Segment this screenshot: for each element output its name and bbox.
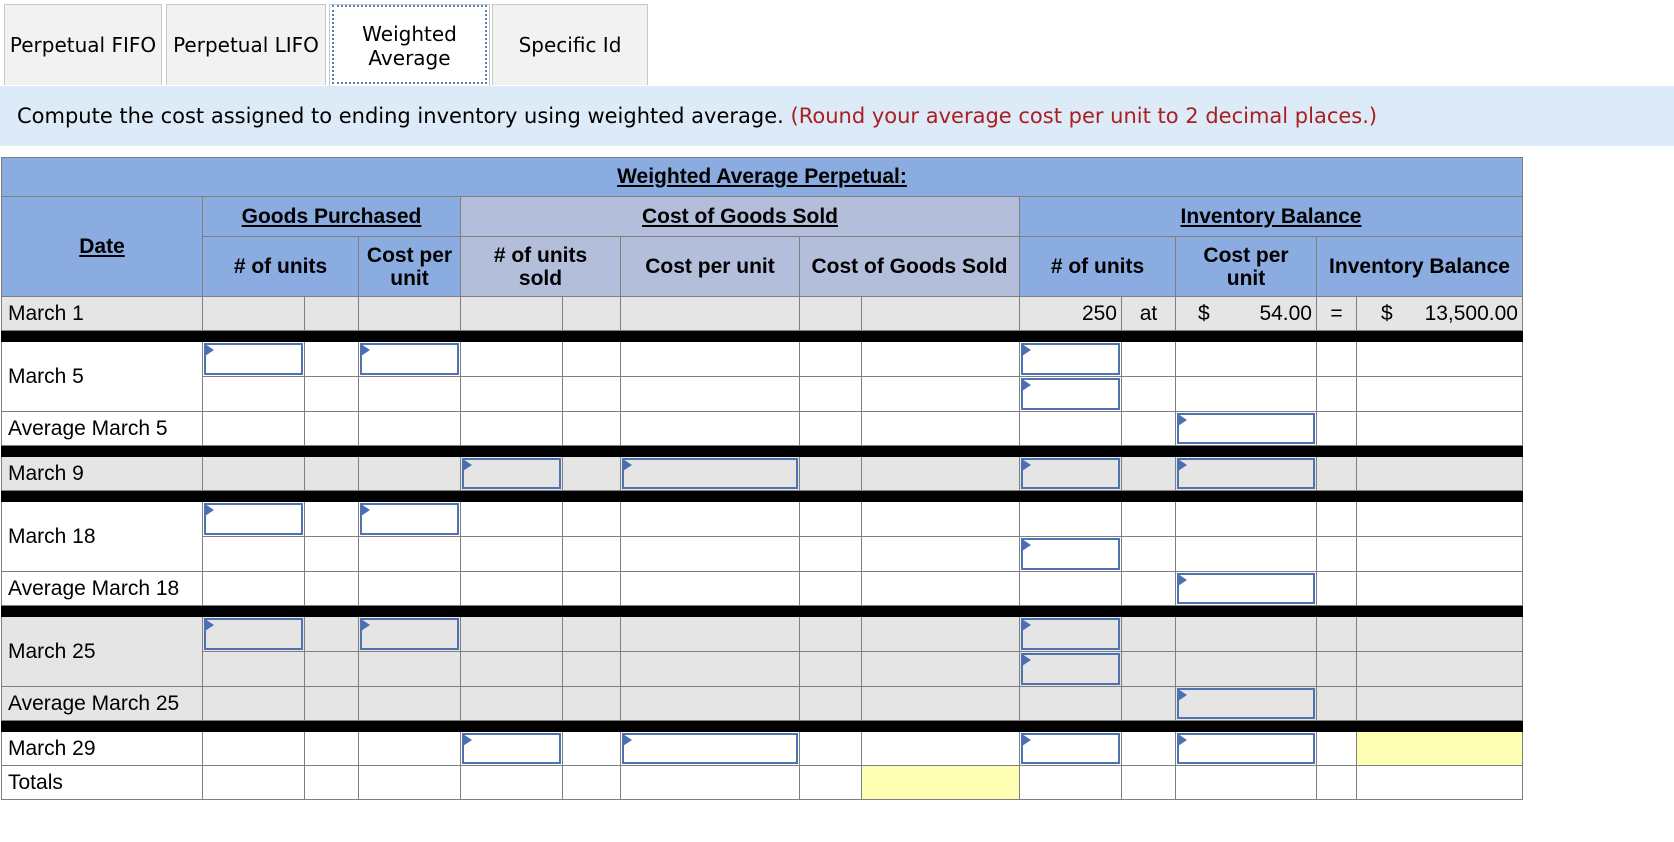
- cell: [1317, 617, 1357, 652]
- cell: [1122, 537, 1176, 572]
- cost-value: 54.00: [1259, 301, 1312, 325]
- cell: [862, 732, 1020, 766]
- cell: [800, 617, 862, 652]
- instruction-note: (Round your average cost per unit to 2 decimal places.): [790, 104, 1378, 128]
- cost-of-goods-sold-text: Cost of Goods Sold: [642, 204, 838, 228]
- average-cost-input[interactable]: [1177, 413, 1315, 444]
- cell: [621, 572, 800, 606]
- cell: [1176, 617, 1317, 652]
- cell: [621, 412, 800, 446]
- cell: [461, 412, 563, 446]
- cell: [461, 572, 563, 606]
- cell: [305, 732, 359, 766]
- cell: [1020, 766, 1122, 800]
- cell: [1122, 617, 1176, 652]
- cell: [1176, 687, 1317, 721]
- cell: [461, 652, 563, 687]
- sold-cost-input[interactable]: [622, 458, 798, 489]
- table-row: [2, 766, 1523, 800]
- goods-purchased-header: [203, 197, 461, 237]
- cell: [1020, 732, 1122, 766]
- cell: [1020, 687, 1122, 721]
- cell: [305, 502, 359, 537]
- cell: [862, 537, 1020, 572]
- cell: [1020, 572, 1122, 606]
- cell: [359, 687, 461, 721]
- row-date: March 1: [2, 297, 203, 331]
- cell: [621, 537, 800, 572]
- cell: [621, 617, 800, 652]
- cell: [1020, 412, 1122, 446]
- cell: [563, 537, 621, 572]
- table-row: [2, 457, 1523, 491]
- cell: [203, 377, 305, 412]
- cell: [621, 502, 800, 537]
- cell: [621, 342, 800, 377]
- cell: [461, 457, 563, 491]
- col-sold-cost: Cost per unit: [621, 237, 800, 297]
- cell: [1122, 766, 1176, 800]
- col-sold-units: # of units sold: [461, 237, 621, 297]
- cell: [1317, 652, 1357, 687]
- cell: [1176, 412, 1317, 446]
- cell: [1357, 377, 1523, 412]
- cell: [563, 457, 621, 491]
- cell: [1317, 502, 1357, 537]
- cell: [461, 617, 563, 652]
- cell: [1317, 687, 1357, 721]
- cell: [800, 342, 862, 377]
- tab-bar: [0, 0, 1674, 87]
- cell: [800, 537, 862, 572]
- cell: [305, 342, 359, 377]
- cell: [862, 652, 1020, 687]
- cell: [1176, 652, 1317, 687]
- cell: [621, 652, 800, 687]
- cell: [862, 342, 1020, 377]
- table-row: [2, 342, 1523, 377]
- sold-cost-input[interactable]: [622, 733, 798, 764]
- cell: [1176, 766, 1317, 800]
- col-balance-cost: Cost per unit: [1176, 237, 1317, 297]
- cell: [1317, 342, 1357, 377]
- separator-cell: [2, 446, 1523, 457]
- cell: [359, 457, 461, 491]
- cell: [1122, 652, 1176, 687]
- cell: [461, 537, 563, 572]
- cell: [800, 457, 862, 491]
- separator-cell: [2, 491, 1523, 502]
- cell: [305, 412, 359, 446]
- cell: [1317, 537, 1357, 572]
- separator-cell: [2, 721, 1523, 732]
- cell: [800, 297, 862, 331]
- cell: [563, 732, 621, 766]
- table-row: [2, 687, 1523, 721]
- balance-cost-value: [1176, 297, 1317, 331]
- cell: [1020, 342, 1122, 377]
- cell: [563, 377, 621, 412]
- cell: [359, 342, 461, 377]
- cell: [203, 617, 305, 652]
- cell: [461, 766, 563, 800]
- cell: [305, 652, 359, 687]
- balance-units-input[interactable]: [1021, 343, 1120, 375]
- cell: [1176, 457, 1317, 491]
- cell: [203, 687, 305, 721]
- cell: [1317, 412, 1357, 446]
- tab-label: Weighted Average: [362, 21, 457, 70]
- cell: [203, 342, 305, 377]
- cell: [1020, 457, 1122, 491]
- cell: [359, 377, 461, 412]
- cell: [1176, 537, 1317, 572]
- cell: [1357, 652, 1523, 687]
- table-row: [2, 412, 1523, 446]
- cell: [305, 297, 359, 331]
- cell: [203, 297, 305, 331]
- cell: [563, 342, 621, 377]
- cell: [862, 572, 1020, 606]
- cell: [1122, 342, 1176, 377]
- row-separator: [2, 491, 1523, 502]
- cell: [1020, 377, 1122, 412]
- cell: [461, 732, 563, 766]
- purchased-cost-input[interactable]: [360, 503, 459, 535]
- cell: [1176, 377, 1317, 412]
- tab-label: Specific Id: [518, 33, 622, 57]
- balance-units-input[interactable]: [1021, 653, 1120, 685]
- cell: [1020, 502, 1122, 537]
- cell: [359, 412, 461, 446]
- cell: [563, 652, 621, 687]
- row-date: Average March 18: [2, 572, 203, 606]
- cell: [203, 457, 305, 491]
- balance-units-value: 250: [1020, 297, 1122, 331]
- cell: [305, 617, 359, 652]
- tab-specific-id[interactable]: [492, 4, 648, 85]
- tab-label: Perpetual LIFO: [173, 33, 319, 57]
- cell: [461, 502, 563, 537]
- balance-total-value: [1357, 297, 1523, 331]
- tab-perpetual-fifo[interactable]: [4, 4, 162, 85]
- cell: [203, 652, 305, 687]
- at-label: at: [1122, 297, 1176, 331]
- row-date: March 18: [2, 502, 203, 572]
- row-date: March 29: [2, 732, 203, 766]
- cell: [563, 572, 621, 606]
- cell: [1176, 572, 1317, 606]
- cell: [1176, 342, 1317, 377]
- row-date: March 5: [2, 342, 203, 412]
- balance-units-input[interactable]: [1021, 378, 1120, 410]
- row-separator: [2, 606, 1523, 617]
- tab-weighted-average[interactable]: [329, 4, 490, 86]
- inventory-balance-text: Inventory Balance: [1180, 204, 1362, 228]
- separator-cell: [2, 606, 1523, 617]
- table-row: [2, 297, 1523, 331]
- row-date: March 25: [2, 617, 203, 687]
- cell: [1176, 732, 1317, 766]
- cell: [305, 572, 359, 606]
- cell: [862, 457, 1020, 491]
- cell: [305, 377, 359, 412]
- purchased-cost-input[interactable]: [360, 343, 459, 375]
- cell: [862, 687, 1020, 721]
- row-date: Average March 5: [2, 412, 203, 446]
- cell: [359, 537, 461, 572]
- cell: [862, 617, 1020, 652]
- cell: [1357, 687, 1523, 721]
- cell: [621, 766, 800, 800]
- cogs-total: [862, 766, 1020, 800]
- cell: [1122, 457, 1176, 491]
- inventory-balance-header: [1020, 197, 1523, 237]
- cell: [305, 457, 359, 491]
- table-title-text: Weighted Average Perpetual:: [617, 165, 907, 188]
- balance-units-input[interactable]: [1021, 538, 1120, 570]
- table-row: [2, 572, 1523, 606]
- cell: [1122, 572, 1176, 606]
- cell: [563, 687, 621, 721]
- col-purchased-cost: Cost per unit: [359, 237, 461, 297]
- cell: [203, 732, 305, 766]
- cell: [862, 502, 1020, 537]
- cell: [1176, 502, 1317, 537]
- cell: [1357, 617, 1523, 652]
- cell: [461, 377, 563, 412]
- cell: [359, 617, 461, 652]
- average-cost-input[interactable]: [1177, 573, 1315, 604]
- cost-of-goods-sold-header: [461, 197, 1020, 237]
- cell: [359, 652, 461, 687]
- cell: [359, 502, 461, 537]
- balance-cost-input[interactable]: [1177, 733, 1315, 764]
- row-date: March 9: [2, 457, 203, 491]
- col-balance-total: Inventory Balance: [1317, 237, 1523, 297]
- cell: [563, 412, 621, 446]
- cell: [800, 652, 862, 687]
- cell: [1317, 766, 1357, 800]
- cell: [621, 732, 800, 766]
- cell: [1357, 412, 1523, 446]
- cell: [1122, 377, 1176, 412]
- table-row: [2, 537, 1523, 572]
- instruction-bar: [0, 86, 1674, 146]
- cell: [461, 342, 563, 377]
- cell: [1020, 617, 1122, 652]
- cell: [621, 457, 800, 491]
- table-row: [2, 652, 1523, 687]
- cell: [305, 537, 359, 572]
- col-balance-units: # of units: [1020, 237, 1176, 297]
- cell: [862, 412, 1020, 446]
- cell: [1122, 732, 1176, 766]
- row-date: Average March 25: [2, 687, 203, 721]
- cell: [203, 412, 305, 446]
- cell: [305, 766, 359, 800]
- cell: [563, 617, 621, 652]
- purchased-cost-input[interactable]: [360, 618, 459, 650]
- date-header: [2, 197, 203, 297]
- cell: [1020, 652, 1122, 687]
- equals-sign: =: [1317, 297, 1357, 331]
- dollar-sign: $: [1381, 301, 1393, 325]
- cell: [359, 572, 461, 606]
- cell: [1122, 412, 1176, 446]
- table-title: [2, 158, 1523, 197]
- date-header-text: Date: [79, 234, 125, 258]
- cell: [621, 297, 800, 331]
- balance-units-input[interactable]: [1021, 733, 1120, 764]
- cell: [1357, 502, 1523, 537]
- purchased-units-input[interactable]: [204, 618, 303, 650]
- balance-value: 13,500.00: [1424, 301, 1518, 325]
- cell: [862, 297, 1020, 331]
- table-row: [2, 502, 1523, 537]
- cell: [621, 687, 800, 721]
- cell: [1122, 687, 1176, 721]
- row-date: Totals: [2, 766, 203, 800]
- cell: [1020, 537, 1122, 572]
- cell: [563, 502, 621, 537]
- sold-units-input[interactable]: [462, 733, 561, 764]
- instruction-text: Compute the cost assigned to ending inventory using weighted average.: [17, 104, 784, 128]
- purchased-units-input[interactable]: [204, 503, 303, 535]
- goods-purchased-text: Goods Purchased: [241, 204, 422, 228]
- cell: [1357, 537, 1523, 572]
- table-row: [2, 732, 1523, 766]
- row-separator: [2, 721, 1523, 732]
- cell: [1357, 572, 1523, 606]
- cell: [305, 687, 359, 721]
- cell: [203, 572, 305, 606]
- purchased-units-input[interactable]: [204, 343, 303, 375]
- cell: [1357, 766, 1523, 800]
- tab-label: Perpetual FIFO: [9, 33, 157, 57]
- cell: [563, 297, 621, 331]
- cell: [862, 377, 1020, 412]
- cell: [800, 766, 862, 800]
- cell: [800, 502, 862, 537]
- cell: [359, 732, 461, 766]
- cell: [203, 502, 305, 537]
- col-purchased-units: # of units: [203, 237, 359, 297]
- cell: [359, 766, 461, 800]
- dollar-sign: $: [1198, 301, 1210, 325]
- sold-units-input[interactable]: [462, 458, 561, 489]
- average-cost-input[interactable]: [1177, 688, 1315, 719]
- cell: [461, 297, 563, 331]
- cell: [800, 732, 862, 766]
- row-separator: [2, 331, 1523, 342]
- cell: [800, 412, 862, 446]
- cell: [563, 766, 621, 800]
- cell: [800, 687, 862, 721]
- row-separator: [2, 446, 1523, 457]
- cell: [1317, 732, 1357, 766]
- weighted-average-table: [1, 157, 1523, 800]
- col-sold-cogs: Cost of Goods Sold: [800, 237, 1020, 297]
- cell: [1317, 377, 1357, 412]
- balance-units-input[interactable]: [1021, 618, 1120, 650]
- cell: [1357, 342, 1523, 377]
- tab-perpetual-lifo[interactable]: [166, 4, 326, 85]
- cell: [800, 377, 862, 412]
- cell: [800, 572, 862, 606]
- cell: [621, 377, 800, 412]
- cell: [1317, 457, 1357, 491]
- balance-units-input[interactable]: [1021, 458, 1120, 489]
- cell: [203, 537, 305, 572]
- cell: [203, 766, 305, 800]
- cell: [1122, 502, 1176, 537]
- cell: [1357, 457, 1523, 491]
- cell: [359, 297, 461, 331]
- cell: [1317, 572, 1357, 606]
- cell: [461, 687, 563, 721]
- balance-cost-input[interactable]: [1177, 458, 1315, 489]
- ending-inventory-total: [1357, 732, 1523, 766]
- table-row: [2, 617, 1523, 652]
- separator-cell: [2, 331, 1523, 342]
- table-row: [2, 377, 1523, 412]
